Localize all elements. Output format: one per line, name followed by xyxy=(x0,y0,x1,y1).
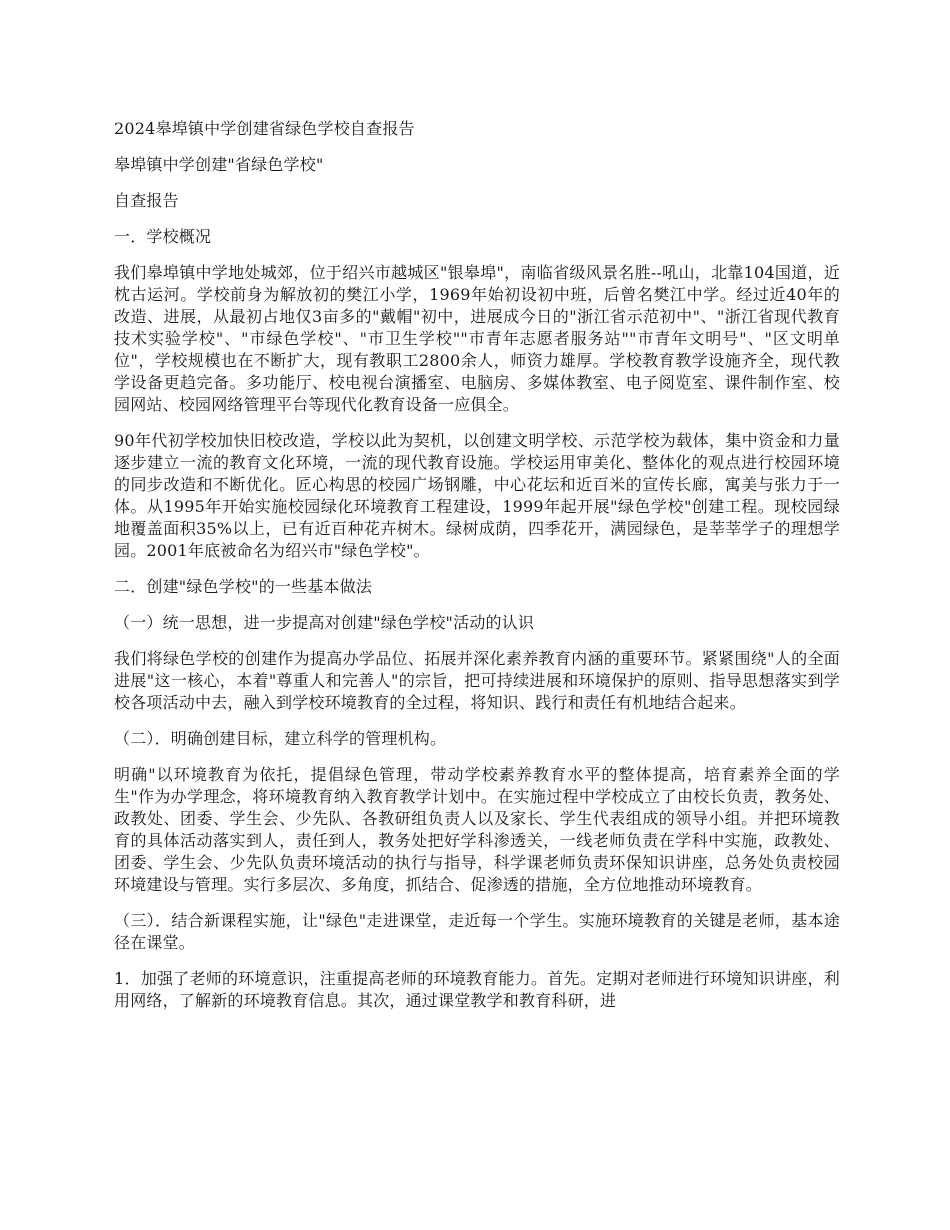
report-label: 自查报告 xyxy=(114,191,179,210)
section2-sub1-heading: （一）统一思想，进一步提高对创建"绿色学校"活动的认识 xyxy=(114,613,535,632)
section1-paragraph: 90年代初学校加快旧校改造，学校以此为契机，以创建文明学校、示范学校为载体，集中资金和力量逐步建立一流的教育文化环境，一流的现代教育设施。学校运用审美化、整体化的观点进行校园环境的同步改造和不断优化。匠心构思的校园广场钢雕，中心花坛和近百米的宣传长廊，寓美与张力于一体。从1995年开始实施校园绿化环境教育工程建设，1999年起开展"绿色学校"创建工程。现校园绿地覆盖面积35%以上，已有近百种花卉树木。绿树成荫，四季花开，满园绿色，是莘莘学子的理想学园。2001年底被命名为绍兴市"绿色学校"。 xyxy=(114,431,840,560)
section2-sub2-heading: （二）．明确创建目标，建立科学的管理机构。 xyxy=(114,729,447,748)
section2-sub2-paragraph: 明确"以环境教育为依托，提倡绿色管理，带动学校素养教育水平的整体提高，培育素养全面的学生"作为办学理念，将环境教育纳入教育教学计划中。在实施过程中学校成立了由校长负责，教务处、政教处、团委、学生会、少先队、各教研组负责人以及家长、学生代表组成的领导小组。并把环境教育的具体活动落实到人，责任到人，教务处把好学科渗透关，一线老师负责在学科中实施，政教处、团委、学生会、少先队负责环境活动的执行与指导，科学课老师负责环保知识讲座，总务处负责校园环境建设与管理。实行多层次、多角度，抓结合、促渗透的措施，全方位地推动环境教育。 xyxy=(114,765,840,894)
document-page xyxy=(114,118,840,1026)
section1-heading: 一．学校概况 xyxy=(114,227,212,246)
section1-paragraph: 我们皋埠镇中学地处城郊，位于绍兴市越城区"银皋埠"，南临省级风景名胜--吼山，北靠104国道，近枕古运河。学校前身为解放初的樊江小学，1969年始初设初中班，后曾名樊江中学。经过近40年的改造、进展，从最初占地仅3亩多的"戴帽"初中，进展成今日的"浙江省示范初中"、"浙江省现代教育技术实验学校"、"市绿色学校"、"市卫生学校""市青年志愿者服务站""市青年文明号"、"区文明单位"，学校规模也在不断扩大，现有教职工2800余人，师资力雄厚。学校教育教学设施齐全，现代教学设备更趋完备。多功能厅、校电视台演播室、电脑房、多媒体教室、电子阅览室、课件制作室、校园网站、校园网络管理平台等现代化教育设备一应俱全。 xyxy=(114,263,840,414)
section2-sub3-paragraph: （三）．结合新课程实施，让"绿色"走进课堂，走近每一个学生。实施环境教育的关键是老师，基本途径在课堂。 xyxy=(114,911,840,952)
document-title: 2024皋埠镇中学创建省绿色学校自查报告 xyxy=(114,119,415,138)
section2-heading: 二．创建"绿色学校"的一些基本做法 xyxy=(114,577,373,596)
section2-item1-paragraph: 1．加强了老师的环境意识，注重提高老师的环境教育能力。首先。定期对老师进行环境知识讲座，利用网络，了解新的环境教育信息。其次，通过课堂教学和教育科研，进 xyxy=(114,969,840,1010)
document-subtitle: 皋埠镇中学创建"省绿色学校" xyxy=(114,155,324,174)
section2-sub1-paragraph: 我们将绿色学校的创建作为提高办学品位、拓展并深化素养教育内涵的重要环节。紧紧围绕"人的全面进展"这一核心，本着"尊重人和完善人"的宗旨，把可持续进展和环境保护的原则、指导思想落实到学校各项活动中去，融入到学校环境教育的全过程，将知识、践行和责任有机地结合起来。 xyxy=(114,649,840,712)
